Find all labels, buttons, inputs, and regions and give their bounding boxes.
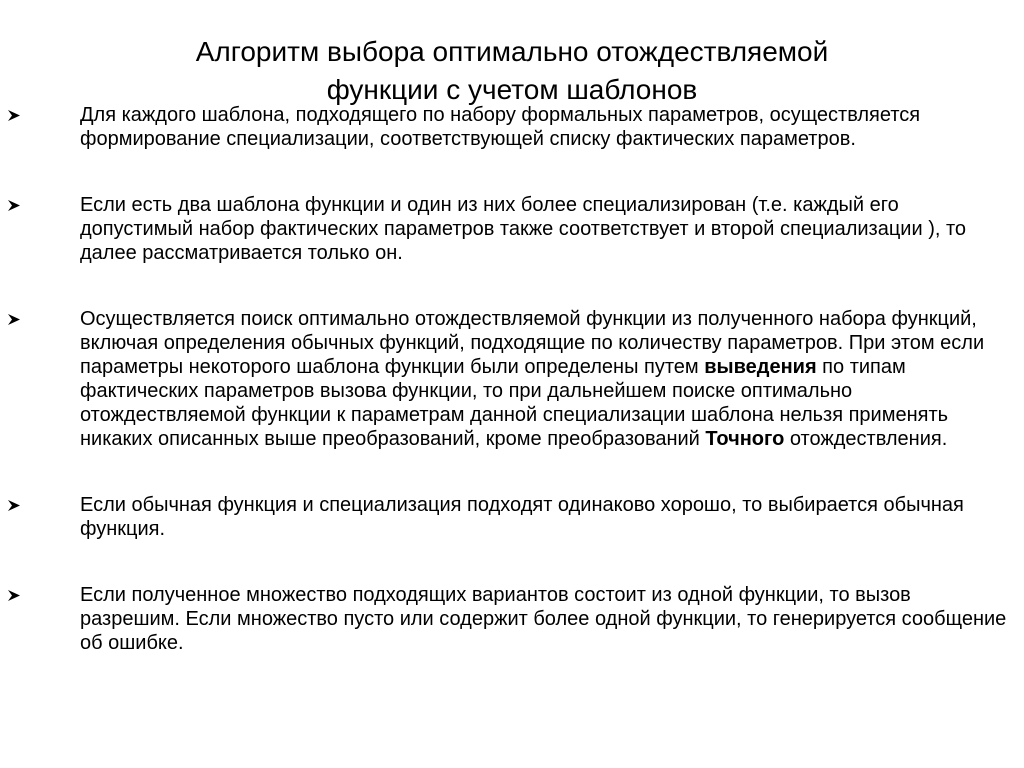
title-line-1: Алгоритм выбора оптимально отождествляемой xyxy=(195,35,829,67)
bullet-item xyxy=(0,493,1024,541)
bullet-text-part: по типам фактических параметров вызова функции, то при дальнейшем поиске оптимально отождествляемой функции к параметрам данной специализации шаблона нельзя применять никаких описанных выше преобразований, кроме преобразований xyxy=(80,356,949,450)
bullet-text-part: Осуществляется поиск оптимально отождествляемой функции из полученного набора функций, включая определения обычных функций, подходящие по количеству параметров. При этом если параметры некоторого шаблона функции были определены путем xyxy=(80,308,985,378)
bullet-item xyxy=(0,103,1024,151)
bullet-text-part: отождествления. xyxy=(784,428,948,450)
arrowhead-bullet-icon xyxy=(7,493,27,517)
arrowhead-bullet-icon xyxy=(7,583,27,607)
bullet-text: Если есть два шаблона функции и один из них более специализирован (т.е. каждый его допустимый набор фактических параметров также соответствует и второй специализации ), то далее рассматривается только он. xyxy=(80,194,967,264)
bullet-text: Если полученное множество подходящих вариантов состоит из одной функции, то вызов разрешим. Если множество пусто или содержит более одной функции, то генерируется сообщение об ошибке. xyxy=(80,584,1007,654)
arrowhead-bullet-icon xyxy=(7,307,27,331)
bullet-text xyxy=(80,308,984,450)
bullet-list xyxy=(0,103,1024,655)
arrowhead-bullet-icon xyxy=(7,193,27,217)
title-line-2: функции с учетом шаблонов xyxy=(326,73,698,105)
slide-title xyxy=(0,33,1024,109)
bullet-item xyxy=(0,307,1024,451)
bold-term-vyvedenie: выведения xyxy=(704,356,817,378)
bullet-item xyxy=(0,193,1024,265)
bullet-text: Для каждого шаблона, подходящего по набору формальных параметров, осуществляется формирование специализации, соответствующей списку фактических параметров. xyxy=(80,104,921,150)
bold-term-tochnogo: Точного xyxy=(705,428,785,450)
arrowhead-bullet-icon xyxy=(7,103,27,127)
bullet-text: Если обычная функция и специализация подходят одинаково хорошо, то выбирается обычная функция. xyxy=(80,494,964,540)
bullet-item xyxy=(0,583,1024,655)
